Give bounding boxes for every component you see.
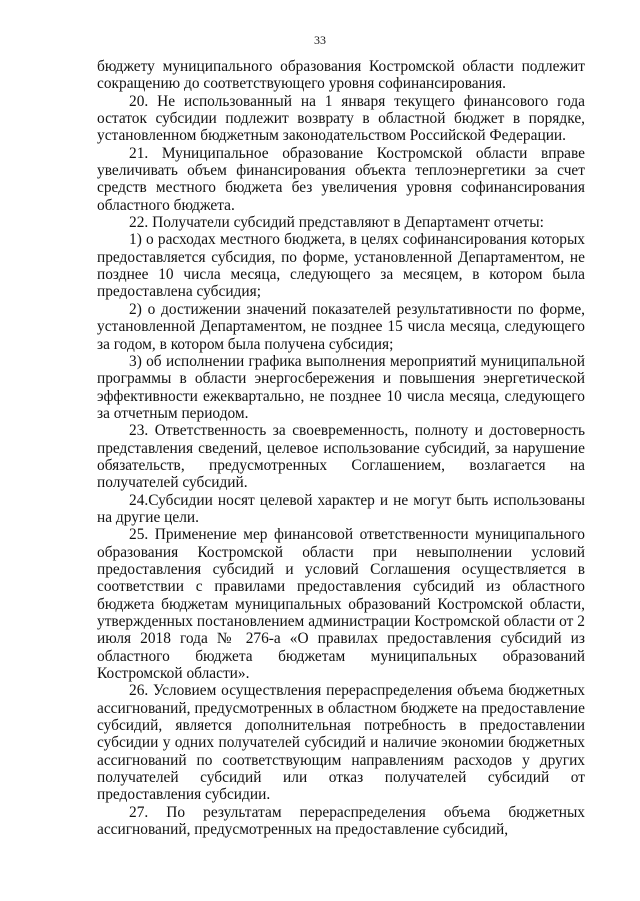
- paragraph-25: 25. Применение мер финансовой ответственности муниципального образования Костромской области при невыполнении условий предоставления субсидий и условий Соглашения осуществляется в соответствии с правилами предоставления субсидий из областного бюджета бюджетам муниципальных образований Костромской области, утвержденных постановлением администрации Костромской области от 2 июля 2018 года № 276-а «О правилах предоставления субсидий из областного бюджета бюджетам муниципальных образований Костромской области».: [97, 526, 585, 683]
- paragraph-27: 27. По результатам перераспределения объема бюджетных ассигнований, предусмотренных на предоставление субсидий,: [97, 803, 585, 839]
- paragraph-22-item-2: 2) о достижении значений показателей результативности по форме, установленной Департаментом, не позднее 15 числа месяца, следующего за годом, в котором была получена субсидия;: [97, 300, 585, 353]
- paragraph-22-item-1: 1) о расходах местного бюджета, в целях софинансирования которых предоставляется субсидия, по форме, установленной Департаментом, не позднее 10 числа месяца, следующего за месяцем, в котором была предоставлена субсидия;: [97, 231, 585, 301]
- paragraph-26: 26. Условием осуществления перераспределения объема бюджетных ассигнований, предусмотренных в областном бюджете на предоставление субсидий, является дополнительная потребность в предоставлении субсидии у одних получателей субсидий и наличие экономии бюджетных ассигнований по соответствующим направлениям расходов у других получателей субсидий или отказ получателей субсидий от предоставления субсидии.: [97, 682, 585, 804]
- page-number: 33: [314, 33, 326, 47]
- paragraph-continuation: бюджету муниципального образования Костромской области подлежит сокращению до соответствующего уровня софинансирования.: [97, 58, 585, 93]
- paragraph-22-item-3: 3) об исполнении графика выполнения мероприятий муниципальной программы в области энергосбережения и повышения энергетической эффективности ежеквартально, не позднее 10 числа месяца, следующего за отчетным периодом.: [97, 352, 585, 422]
- paragraph-23: 23. Ответственность за своевременность, полноту и достоверность представления сведений, целевое использование субсидий, за нарушение обязательств, предусмотренных Соглашением, возлагается на получателей субсидий.: [97, 422, 585, 492]
- document-body: [97, 58, 585, 838]
- paragraph-20: 20. Не использованный на 1 января текущего финансового года остаток субсидии подлежит возврату в областной бюджет в порядке, установленном бюджетным законодательством Российской Федерации.: [97, 92, 585, 145]
- paragraph-22: 22. Получатели субсидий представляют в Департамент отчеты:: [129, 214, 544, 232]
- paragraph-21: 21. Муниципальное образование Костромской области вправе увеличивать объем финансирования объекта теплоэнергетики за счет средств местного бюджета без увеличения уровня софинансирования областного бюджета.: [97, 144, 585, 214]
- paragraph-24: 24.Субсидии носят целевой характер и не могут быть использованы на другие цели.: [97, 491, 585, 526]
